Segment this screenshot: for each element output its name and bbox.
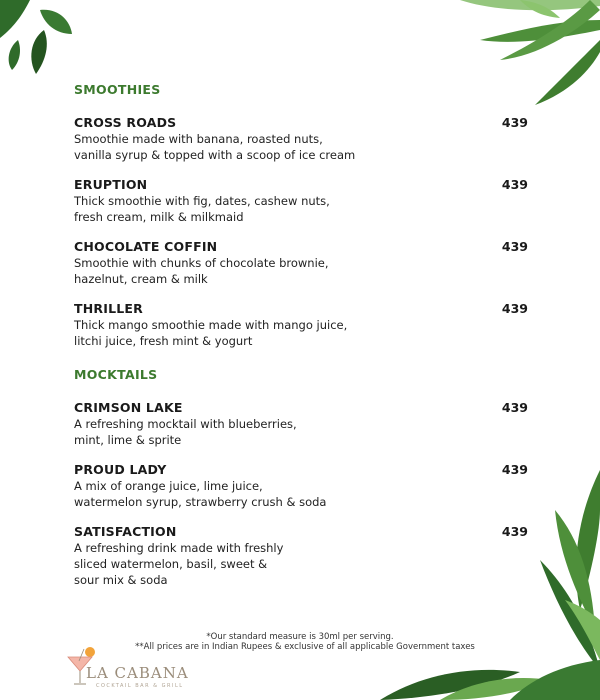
menu-item [74, 400, 534, 448]
menu-item [74, 301, 534, 349]
menu-item [74, 115, 534, 163]
menu-item [74, 239, 534, 287]
item-name: CRIMSON LAKE [74, 400, 183, 415]
la-cabana-logo [66, 645, 196, 695]
logo-name: LA CABANA [86, 664, 189, 682]
item-description: A refreshing mocktail with blueberries, mint, lime & sprite [74, 417, 297, 447]
item-price: 439 [501, 239, 528, 254]
footer-tax-note: **All prices are in Indian Rupees & exclusive of all applicable Government taxes [135, 642, 475, 652]
item-description: Thick smoothie with fig, dates, cashew nuts, fresh cream, milk & milkmaid [74, 194, 330, 224]
item-price: 439 [501, 301, 528, 316]
smoothies-section [74, 82, 534, 363]
leaves-top-left-decoration [0, 0, 80, 80]
mocktails-section [74, 367, 534, 602]
item-name: THRILLER [74, 301, 143, 316]
item-price: 439 [501, 400, 528, 415]
menu-item [74, 177, 534, 225]
item-name: ERUPTION [74, 177, 148, 192]
item-description: A refreshing drink made with freshly sliced watermelon, basil, sweet & sour mix & soda [74, 541, 284, 587]
item-description: Smoothie with chunks of chocolate brownie, hazelnut, cream & milk [74, 256, 329, 286]
section-title: MOCKTAILS [74, 367, 158, 382]
item-name: PROUD LADY [74, 462, 167, 477]
menu-item [74, 524, 534, 588]
item-name: SATISFACTION [74, 524, 177, 539]
item-price: 439 [501, 115, 528, 130]
item-description: Thick mango smoothie made with mango juice, litchi juice, fresh mint & yogurt [74, 318, 348, 348]
item-description: Smoothie made with banana, roasted nuts, vanilla syrup & topped with a scoop of ice cream [74, 132, 356, 162]
item-price: 439 [501, 177, 528, 192]
menu-item [74, 462, 534, 510]
item-price: 439 [501, 524, 528, 539]
item-name: CHOCOLATE COFFIN [74, 239, 218, 254]
section-title: SMOOTHIES [74, 82, 161, 97]
logo-tagline: COCKTAIL BAR & GRILL [96, 683, 184, 689]
footer-serving-note: *Our standard measure is 30ml per serving. [206, 632, 394, 642]
item-name: CROSS ROADS [74, 115, 177, 130]
item-description: A mix of orange juice, lime juice, watermelon syrup, strawberry crush & soda [74, 479, 327, 509]
item-price: 439 [501, 462, 528, 477]
